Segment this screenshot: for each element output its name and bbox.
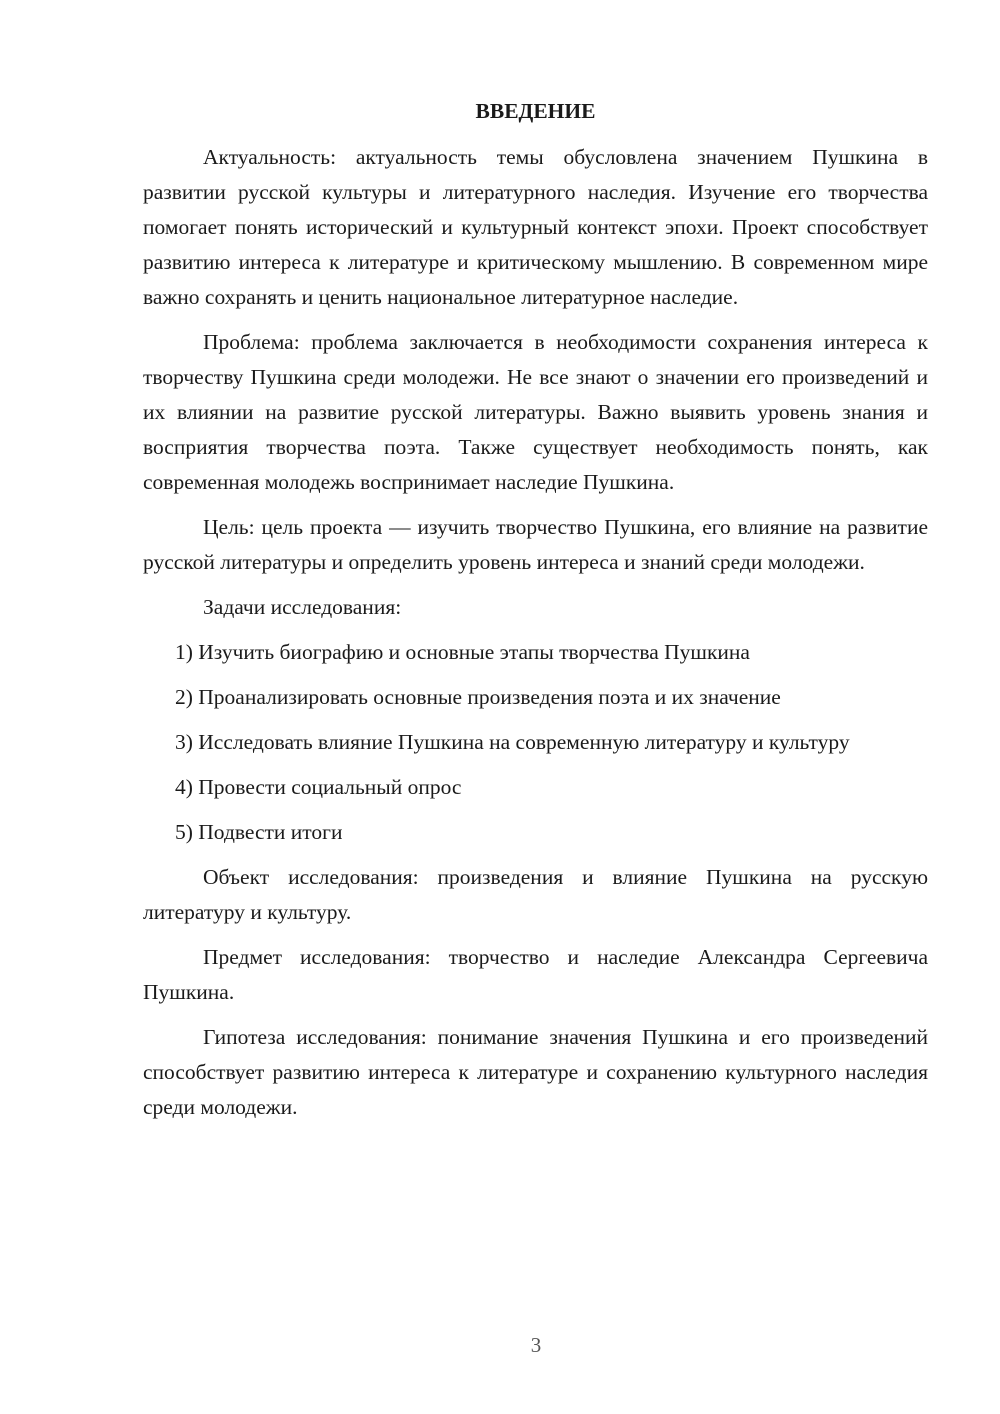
document-page (143, 94, 928, 1125)
task-item: 5) Подвести итоги (175, 820, 343, 844)
task-item: 4) Провести социальный опрос (175, 775, 462, 799)
task-item: 2) Проанализировать основные произведения поэта и их значение (175, 685, 781, 709)
object-paragraph: Объект исследования: произведения и влияние Пушкина на русскую литературу и культуру. (143, 865, 928, 924)
tasks-heading: Задачи исследования: (203, 595, 402, 619)
relevance-paragraph: Актуальность: актуальность темы обусловлена значением Пушкина в развитии русской культуры и литературного наследия. Изучение его творчества помогает понять исторический и культурный контекст эпохи. Проект способствует развитию интереса к литературе и критическому мышлению. В современном мире важно сохранять и ценить национальное литературное наследие. (143, 145, 928, 309)
problem-paragraph: Проблема: проблема заключается в необходимости сохранения интереса к творчеству Пушкина среди молодежи. Не все знают о значении его произведений и их влиянии на развитие русской литературы. Важно выявить уровень знания и восприятия творчества поэта. Также существует необходимость понять, как современная молодежь воспринимает наследие Пушкина. (143, 330, 928, 494)
task-item: 1) Изучить биографию и основные этапы творчества Пушкина (175, 640, 750, 664)
task-item: 3) Исследовать влияние Пушкина на современную литературу и культуру (175, 730, 850, 754)
page-number: 3 (530, 1333, 542, 1357)
tasks-list (143, 635, 928, 850)
goal-paragraph: Цель: цель проекта — изучить творчество Пушкина, его влияние на развитие русской литературы и определить уровень интереса и знаний среди молодежи. (143, 515, 928, 574)
hypothesis-paragraph: Гипотеза исследования: понимание значения Пушкина и его произведений способствует развитию интереса к литературе и сохранению культурного наследия среди молодежи. (143, 1025, 928, 1119)
subject-paragraph: Предмет исследования: творчество и наследие Александра Сергеевича Пушкина. (143, 945, 928, 1004)
section-title: ВВЕДЕНИЕ (475, 99, 596, 123)
